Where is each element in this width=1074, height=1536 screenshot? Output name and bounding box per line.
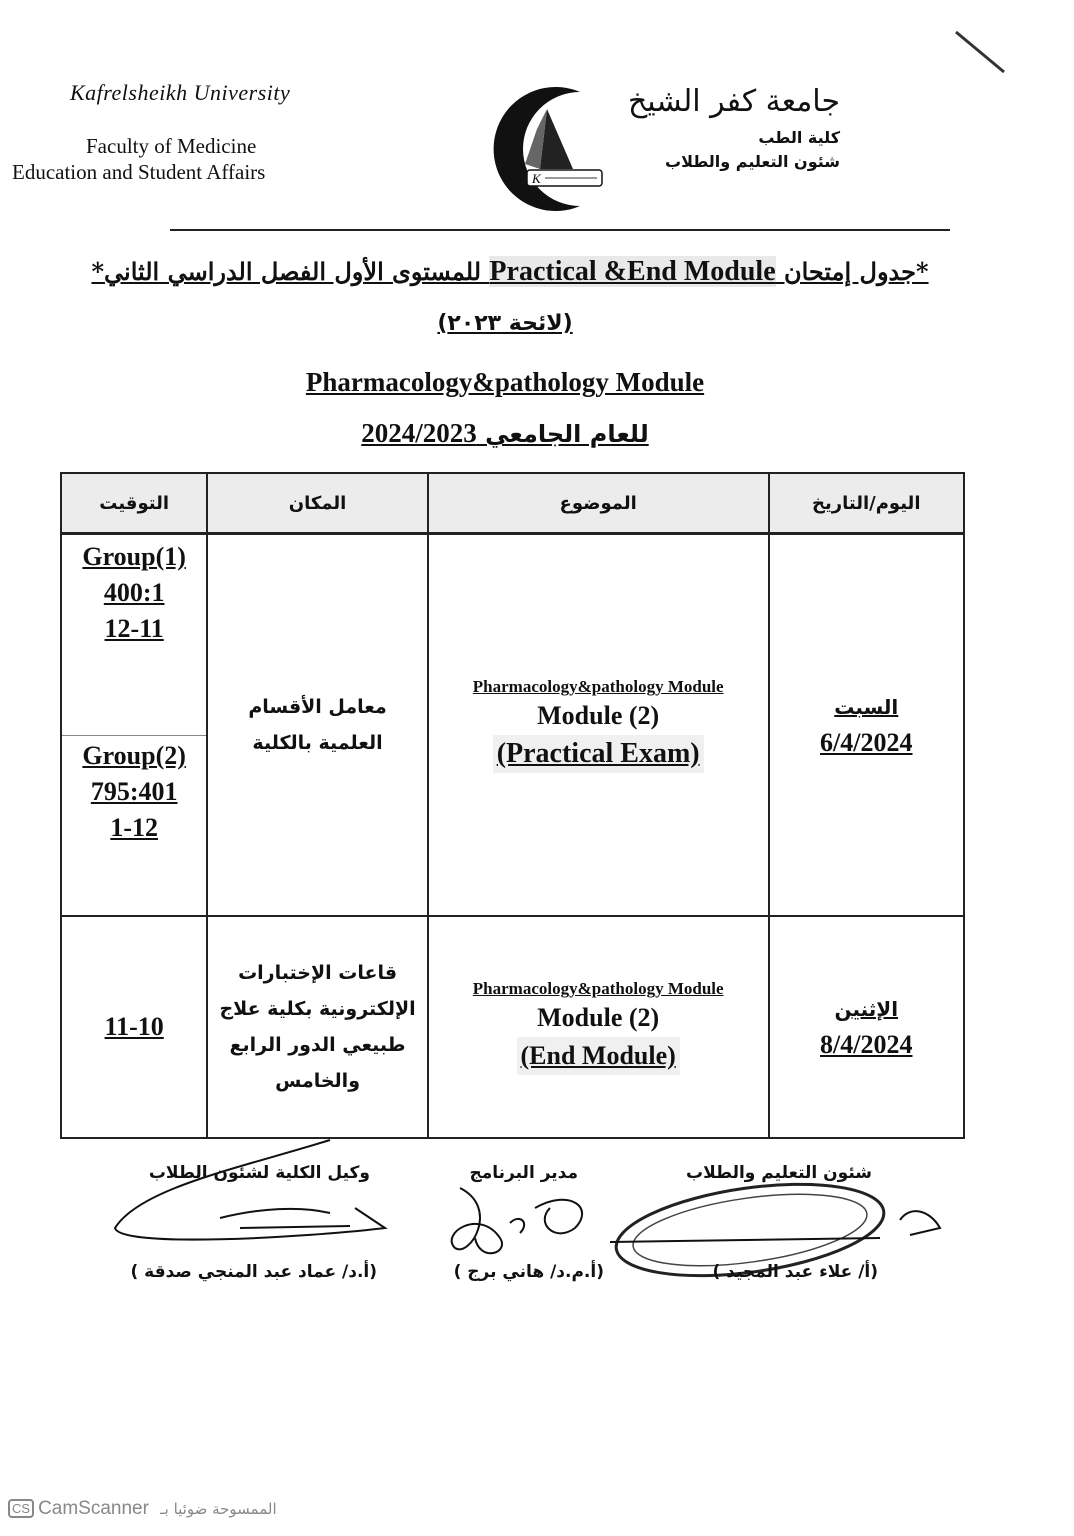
subject-cell — [428, 916, 769, 1138]
affairs-title: شئون التعليم والطلاب — [686, 1163, 872, 1183]
module-name: Pharmacology&pathology Module — [472, 677, 724, 696]
exam-title-ar-start: *جدول إمتحان — [775, 257, 929, 286]
program-director-title: مدير البرنامج — [469, 1163, 578, 1183]
affairs-name-ar: شئون التعليم والطلاب — [664, 152, 840, 171]
module-number: Module (2) — [537, 1003, 660, 1032]
exam-date: 8/4/2024 — [820, 1030, 913, 1059]
table-row — [61, 916, 964, 1138]
schedule-table — [60, 472, 965, 1139]
program-director-name: (أ.م.د/ هاني برج ) — [453, 1262, 604, 1282]
camscanner-ar-text: الممسوحة ضوئيا بـ — [160, 1500, 277, 1518]
camscanner-text: CamScanner — [38, 1498, 149, 1519]
vice-dean-title: وكيل الكلية لشئون الطلاب — [148, 1163, 370, 1183]
module-name: Pharmacology&pathology Module — [472, 979, 724, 998]
exam-title-en: Practical &End Module — [489, 256, 776, 287]
exam-title — [60, 256, 960, 288]
header-place: المكان — [207, 473, 427, 534]
academic-year-value: 2024/2023 — [361, 418, 477, 448]
exam-date: 6/4/2024 — [820, 728, 913, 757]
table-row — [61, 534, 964, 917]
official-stamp — [600, 1180, 950, 1300]
module-title: Pharmacology&pathology Module — [305, 367, 705, 397]
exam-time: 11-10 — [104, 1012, 164, 1041]
exam-type: (Practical Exam) — [493, 735, 704, 773]
place-text: قاعات الإختبارات الإلكترونية بكلية علاج طبيعي الدور الرابع والخامس — [219, 962, 416, 1092]
place-cell — [207, 534, 427, 917]
regulation-title: (لائحة ٢٠٢٣) — [437, 311, 573, 336]
time-cell — [61, 534, 207, 917]
header-time: التوقيت — [61, 473, 207, 534]
academic-year-label: للعام الجامعي — [476, 420, 649, 448]
group2-time: 1-12 — [110, 813, 158, 842]
time-cell — [61, 916, 207, 1138]
group2-range: 795:401 — [90, 777, 178, 806]
header-day: اليوم/التاريخ — [769, 473, 964, 534]
university-logo — [485, 84, 625, 214]
vice-dean-name: (أ.د/ عماد عبد المنجي صدقة ) — [130, 1262, 377, 1282]
exam-type: (End Module) — [517, 1037, 680, 1075]
affairs-name: (أ/ علاء عبد المجيد ) — [712, 1262, 878, 1282]
group-divider — [62, 735, 206, 736]
affairs-name-en: Education and Student Affairs — [12, 160, 266, 184]
day-name: الإثنين — [834, 997, 899, 1021]
module-number: Module (2) — [537, 701, 660, 730]
logo-letter: K — [532, 171, 541, 186]
table-header-row — [61, 473, 964, 534]
academic-year — [0, 418, 1010, 449]
place-text: معامل الأقسام العلمية بالكلية — [248, 696, 387, 754]
header-divider — [170, 229, 950, 231]
program-director-signature — [440, 1178, 600, 1268]
day-name: السبت — [834, 695, 899, 719]
camscanner-icon: CS — [8, 1499, 34, 1518]
place-cell — [207, 916, 427, 1138]
scanner-watermark — [8, 1498, 277, 1520]
header-subject: الموضوع — [428, 473, 769, 534]
faculty-name-ar: كلية الطب — [758, 128, 840, 147]
group1-label: Group(1) — [82, 542, 186, 571]
subject-cell — [428, 534, 769, 917]
exam-title-ar-end: للمستوى الأول الفصل الدراسي الثاني* — [91, 257, 490, 286]
day-cell — [769, 534, 964, 917]
vice-dean-signature — [100, 1128, 400, 1248]
university-name-ar: جامعة كفر الشيخ — [627, 84, 840, 119]
group1-time: 12-11 — [104, 614, 164, 643]
university-name-en: Kafrelsheikh University — [70, 80, 291, 105]
day-cell — [769, 916, 964, 1138]
group1-range: 400:1 — [103, 578, 165, 607]
group2-label: Group(2) — [82, 741, 186, 770]
faculty-name-en: Faculty of Medicine — [86, 134, 257, 158]
scan-mark — [950, 26, 1010, 76]
